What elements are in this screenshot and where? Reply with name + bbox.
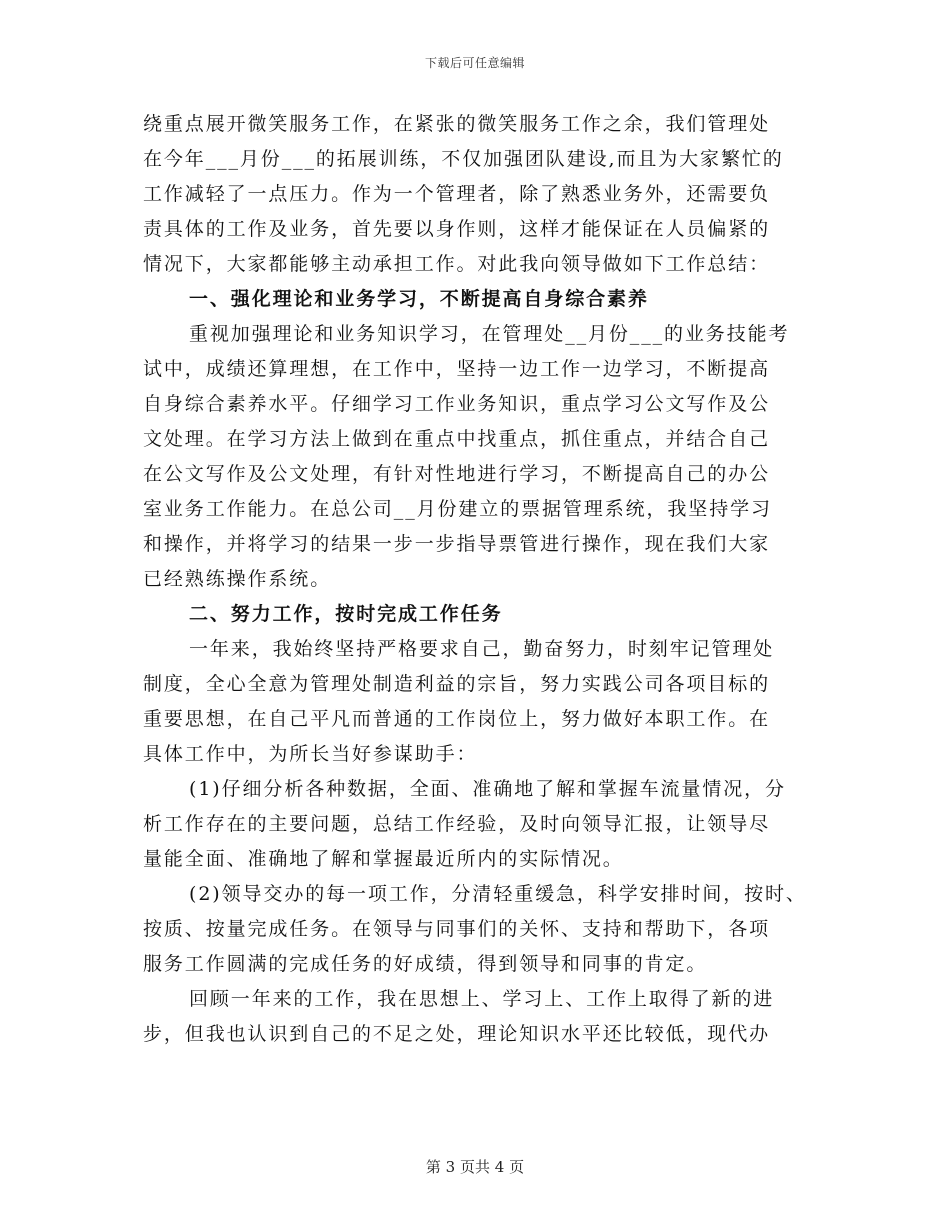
page-header: 下载后可任意编辑: [424, 56, 525, 70]
text-line: 步，但我也认识到自己的不足之处，理论知识水平还比较低，现代办: [143, 1023, 771, 1045]
text-line: 自身综合素养水平。仔细学习工作业务知识，重点学习公文写作及公: [143, 393, 771, 415]
text-line: 量能全面、准确地了解和掌握最近所内的实际情况。: [143, 848, 624, 870]
text-line: 已经熟练操作系统。: [143, 568, 332, 590]
page-footer: 第 3 页共 4 页: [425, 1158, 525, 1176]
text-line: 试中，成绩还算理想，在工作中，坚持一边工作一边学习，不断提高: [143, 358, 771, 380]
text-line: 室业务工作能力。在总公司__月份建立的票据管理系统，我坚持学习: [143, 498, 772, 520]
text-line: (1)仔细分析各种数据，全面、准确地了解和掌握车流量情况，分: [189, 778, 786, 800]
text-line: 责具体的工作及业务，首先要以身作则，这样才能保证在人员偏紧的: [143, 218, 771, 240]
text-line: 在公文写作及公文处理，有针对性地进行学习，不断提高自己的办公: [143, 463, 771, 485]
text-line: 按质、按量完成任务。在领导与同事们的关怀、支持和帮助下，各项: [143, 918, 771, 940]
text-line: 情况下，大家都能够主动承担工作。对此我向领导做如下工作总结：: [143, 253, 771, 275]
text-line: 和操作，并将学习的结果一步一步指导票管进行操作，现在我们大家: [143, 533, 771, 555]
text-line: 析工作存在的主要问题，总结工作经验，及时向领导汇报，让领导尽: [143, 813, 771, 835]
text-line: 回顾一年来的工作，我在思想上、学习上、工作上取得了新的进: [189, 988, 775, 1010]
text-line: (2)领导交办的每一项工作，分清轻重缓急，科学安排时间，按时、: [189, 883, 807, 905]
text-line: 文处理。在学习方法上做到在重点中找重点，抓住重点，并结合自己: [143, 428, 771, 450]
document-body: [143, 107, 823, 1052]
section-heading: 一、强化理论和业务学习，不断提高自身综合素养: [189, 288, 649, 310]
text-line: 具体工作中，为所长当好参谋助手：: [143, 743, 478, 765]
text-line: 绕重点展开微笑服务工作，在紧张的微笑服务工作之余，我们管理处: [143, 113, 771, 135]
text-line: 在今年___月份___的拓展训练，不仅加强团队建设,而且为大家繁忙的: [143, 148, 784, 170]
text-line: 服务工作圆满的完成任务的好成绩，得到领导和同事的肯定。: [143, 953, 708, 975]
text-line: 重视加强理论和业务知识学习，在管理处__月份___的业务技能考: [189, 323, 790, 345]
text-line: 制度，全心全意为管理处制造利益的宗旨，努力实践公司各项目标的: [143, 673, 771, 695]
text-line: 一年来，我始终坚持严格要求自己，勤奋努力，时刻牢记管理处: [189, 638, 775, 660]
text-line: 工作减轻了一点压力。作为一个管理者，除了熟悉业务外，还需要负: [143, 183, 771, 205]
text-line: 重要思想，在自己平凡而普通的工作岗位上，努力做好本职工作。在: [143, 708, 771, 730]
section-heading: 二、努力工作，按时完成工作任务: [189, 603, 503, 625]
